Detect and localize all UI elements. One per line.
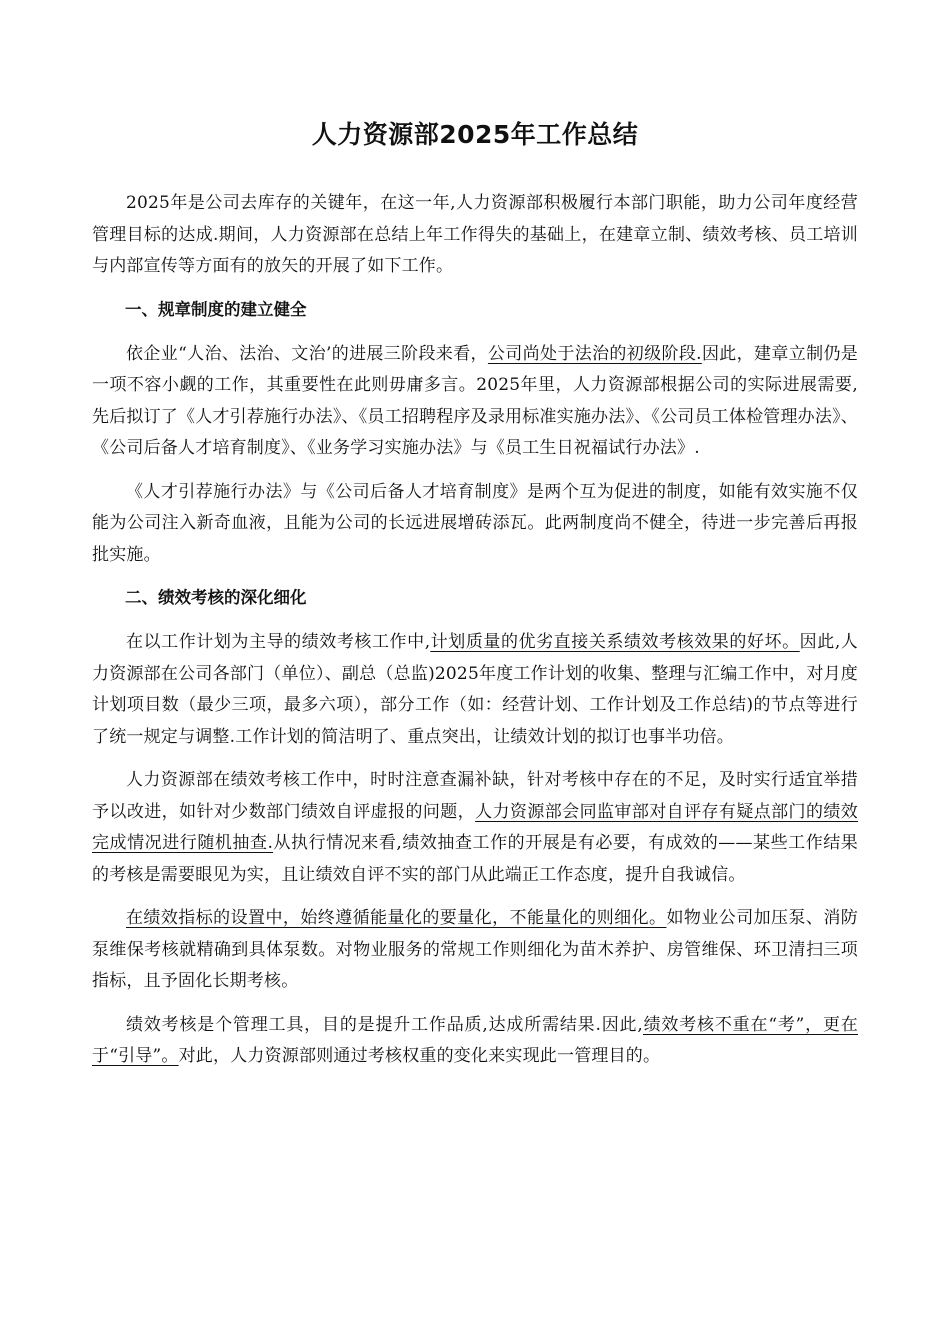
text-run: 绩效考核是个管理工具，目的是提升工作品质,达成所需结果.因此, xyxy=(126,1014,643,1035)
section1-paragraph-2: 《人才引荐施行办法》与《公司后备人才培育制度》是两个互为促进的制度，如能有效实施不仅能为公司注入新奇血液，且能为公司的长远进展增砖添瓦。此两制度尚不健全，待进一步完善后再报批实施。 xyxy=(92,481,858,565)
section2-paragraph-1 xyxy=(92,627,858,753)
underlined-text: 公司尚处于法治的初级阶段. xyxy=(487,343,702,364)
section2-paragraph-4 xyxy=(92,1010,858,1073)
page-title: 人力资源部2025年工作总结 xyxy=(311,120,639,149)
section2-paragraph-3 xyxy=(92,903,858,998)
text-run: 依企业“人治、法治、文治’的进展三阶段来看， xyxy=(126,343,488,364)
section-heading-1: 一、规章制度的建立健全 xyxy=(125,299,307,319)
underlined-text: 在绩效指标的设置中，始终遵循能量化的要量化，不能量化的则细化。 xyxy=(126,908,667,928)
text-run: 对此，人力资源部则通过考核权重的变化来实现此一管理目的。 xyxy=(178,1046,661,1066)
text-run: 从执行情况来看,绩效抽查工作的开展是有必要，有成效的——某些工作结果的考核是需要眼见为实，且让绩效自评不实的部门从此端正工作态度，提升自我诚信。 xyxy=(92,833,858,885)
section2-paragraph-2 xyxy=(92,765,858,891)
underlined-text: 绩效考核不重在“考”，更在于“引导”。 xyxy=(92,1014,858,1066)
text-run: 因此,人力资源部在公司各部门（单位）、副总（总监)2025年度工作计划的收集、整理与汇编工作中，对月度计划项目数（最少三项，最多六项），部分工作（如：经营计划、工作计划及工作总结)的节点等进行了统一规定与调整.工作计划的简洁明了、重点突出，让绩效计划的拟订也事半功倍。 xyxy=(92,632,858,747)
text-run: 人力资源部在绩效考核工作中，时时注意查漏补缺，针对考核中存在的不足，及时实行适宜举措予以改进，如针对少数部门绩效自评虚报的问题， xyxy=(92,770,858,822)
text-run: 在以工作计划为主导的绩效考核工作中, xyxy=(126,632,431,652)
intro-paragraph: 2025年是公司去库存的关键年，在这一年,人力资源部积极履行本部门职能，助力公司年度经营管理目标的达成.期间，人力资源部在总结上年工作得失的基础上，在建章立制、绩效考核、员工培训与内部宣传等方面有的放矢的开展了如下工作。 xyxy=(92,193,858,276)
section1-paragraph-1 xyxy=(92,339,858,465)
underlined-text: 计划质量的优劣直接关系绩效考核效果的好坏。 xyxy=(430,632,800,652)
text-run: 如物业公司加压泵、消防泵维保考核就精确到具体泵数。对物业服务的常规工作则细化为苗木养护、房管维保、环卫清扫三项指标，且予固化长期考核。 xyxy=(92,908,858,991)
underlined-text: 人力资源部会同监审部对自评存有疑点部门的绩效完成情况进行随机抽查. xyxy=(92,801,858,853)
section-heading-2: 二、绩效考核的深化细化 xyxy=(125,588,307,607)
text-run: 因此，建章立制仍是一项不容小觑的工作，其重要性在此则毋庸多言。2025年里，人力资源部根据公司的实际进展需要,先后拟订了《人才引荐施行办法》、《员工招聘程序及录用标准实施办法》、《公司员工体检管理办法》、《公司后备人才培育制度》、《业务学习实施办法》与《员工生日祝福试行办法》. xyxy=(92,343,858,458)
